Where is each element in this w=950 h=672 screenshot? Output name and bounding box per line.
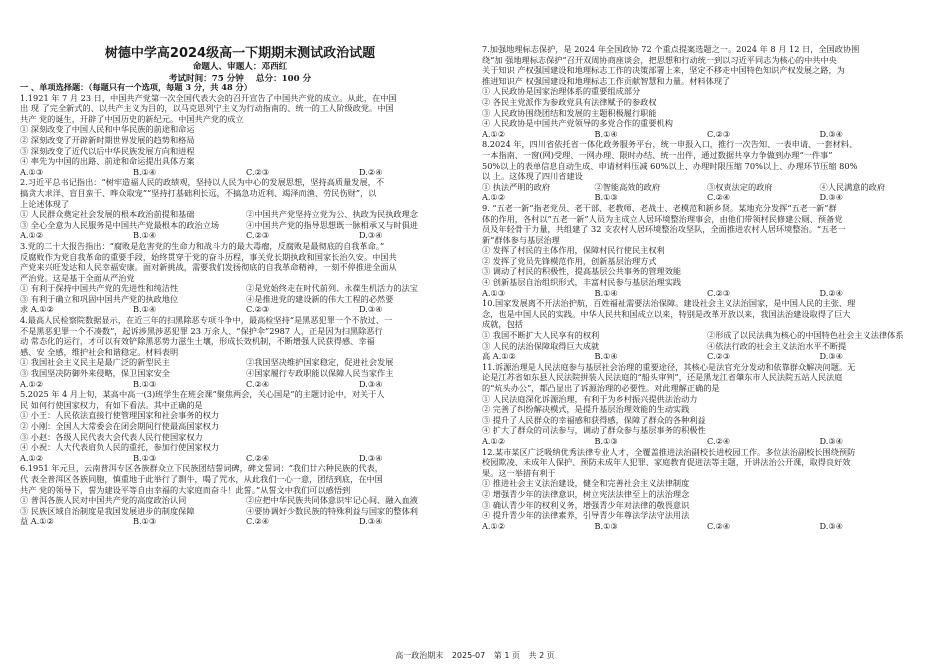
- option-text: ②中国共产党坚持立党为公、执政为民执政理念: [246, 209, 418, 220]
- question-line: 推进知识产 权强国建设和地理标志工作贡献智慧和力量。材料体现了: [482, 75, 731, 86]
- option-text: B.①③: [594, 435, 618, 446]
- question-line: ① 推进社会主义法治建设，健全和完善社会主义法律制度: [482, 478, 690, 489]
- statement-pair: [20, 506, 472, 517]
- option-text: B.①④: [594, 128, 618, 139]
- option-text: B.①④: [133, 166, 157, 177]
- question-line: 11.诉源治理是人民法庭参与基层社会治理的重要途径，其核心是法官充分发动和依靠群众解决问题。无: [482, 361, 856, 372]
- option-text: A.①②: [20, 230, 44, 241]
- question-line: 反腐败作为党自我革命的重要手段，始终贯穿于党的奋斗历程，事关党长期执政和国家长治久安。中国共: [20, 251, 397, 262]
- option-text: C.②④: [707, 192, 731, 203]
- statement-pair: [20, 495, 472, 506]
- statement-pair: [20, 368, 472, 379]
- question-line: 绕“加 强地理标志保护”召开双周协商座谈会，把思想和行动统一到以习近平同志为核心的中共中央: [482, 54, 837, 65]
- section-heading: 一 、单项选择题：（每题只有一个选项，每题 3 分，共 48 分）: [20, 82, 252, 92]
- option-text: ④是推进党的建设新的伟大工程的必然要: [246, 293, 394, 304]
- option-text: ②智能高效的政府: [594, 181, 661, 192]
- question-line: 新”群体参与基层治理: [482, 234, 560, 245]
- question-line: ③ 调动了村民的积极性，提高基层公共事务的管理效能: [482, 266, 682, 277]
- option-text: ④中国共产党的指导思想既一脉相承又与时俱进: [246, 219, 418, 230]
- exam-title: 树德中学高2024级高一下期期末测试政治试题: [104, 46, 376, 61]
- question-line: ③ 小赵：各级人民代表大会代表人民行使国家权力: [20, 431, 203, 442]
- question-line: 搞贪大求洋、盲目蛮干、哗众取宠”“坚持打基础利长远，不搞急功近利、竭泽而渔、劳民伤财”，以: [20, 187, 377, 198]
- option-text: D.③④: [359, 378, 383, 389]
- question-line: ④ 扩大了群众的司法参与，调动了群众参与基层事务的积极性: [482, 425, 706, 436]
- question-line: 严治党。这是基于全面从严治党: [20, 272, 135, 283]
- option-text: ① 我国不断扩大人民享有的权利: [482, 330, 600, 341]
- option-text: B.①④: [133, 304, 157, 315]
- exam-score: 总分：100 分: [255, 74, 312, 84]
- question-line: 3.党的二十大报告指出：“腐败是危害党的生命力和战斗力的最大毒瘤，反腐败是最彻底的自我革命。”: [20, 240, 385, 251]
- answer-options: [482, 351, 932, 362]
- question-line: 4.最高人民检察院数据显示，在近三年的扫黑除恶专项斗争中，最高检坚持“是黑恶犯罪一个不放过、一: [20, 315, 393, 326]
- option-text: ③ 人民的法治保障取得巨大成就: [482, 340, 600, 351]
- answer-options: [20, 516, 472, 527]
- option-text: D.③④: [359, 230, 383, 241]
- question-line: 6.1951 年元旦，云南普洱专区各族群众立下民族团结誓词碑，碑文誓词：“我们廿六种民族的代表，: [20, 463, 383, 474]
- answer-options: [482, 129, 932, 140]
- question-line: 念，也是中国人民的实践。中华人民共和国成立以来，特别是改革开放以来，我国法治建设取得了巨大: [482, 308, 851, 319]
- answer-options: [482, 288, 932, 299]
- footer-page: 第 1 页: [493, 651, 520, 660]
- question-line: 感、安 全感，维护社会和谐稳定。材料表明: [20, 346, 179, 357]
- question-line: 以 上。这体现了四川省建设: [482, 171, 583, 182]
- option-text: ① 人民群众奠定社会发展的根本政治前提和基础: [20, 209, 195, 220]
- option-text: D.②④: [819, 287, 844, 298]
- question-line: ② 增强青少年的法律意识，树立宪法法律至上的法治理念: [482, 488, 690, 499]
- question-line: 员及年轻骨干力量，共组建了 32 支农村人居环境整治攻坚队，全面推进农村人居环境整治。“五老一: [482, 224, 846, 235]
- option-text: 求 A.①②: [20, 304, 54, 315]
- left-column: [20, 82, 472, 527]
- option-text: C.②④: [246, 516, 270, 527]
- question-line: 9. “五老一新”指老党员、老干部、老教师、老战士、老模范和新乡贤。某地充分发挥“五老一新”群: [482, 202, 837, 213]
- answer-options: [482, 182, 932, 193]
- option-text: A.①②: [482, 128, 506, 139]
- exam-time: 考试时间：75 分钟: [168, 74, 244, 84]
- question-line: ③ 人民政协围绕团结和发展的主题积极履行职能: [482, 107, 657, 118]
- question-line: 民 如何行使国家权力，有如下看法。其中正确的是: [20, 399, 203, 410]
- question-line: ② 发挥了党员先锋模范作用，创新基层治理方式: [482, 255, 657, 266]
- option-text: C.②③: [707, 287, 731, 298]
- left-question-list: [20, 93, 472, 527]
- question-line: ② 小刚：全国人大常委会在闭会期间行使最高国家权力: [20, 421, 220, 431]
- question-line: ① 人民政协是国家治理体系的重要组成部分: [482, 86, 641, 97]
- option-text: A.①②: [482, 435, 506, 446]
- statement-pair: [20, 357, 472, 368]
- answer-options: [482, 192, 932, 203]
- question-line: 关于知识 产权强国建设和地理标志工作的决策部署上来，坚定不移走中国特色知识产权发展之路，为: [482, 65, 845, 76]
- question-line: ① 深刻改变了中国人民和中华民族的前途和命运: [20, 124, 195, 135]
- option-text: A.①③: [20, 166, 44, 177]
- question-line: 8.2024 年，四川省依托省一体化政务服务平台，统一申报入口，推行一次告知、一表申请、一套材料、: [482, 139, 858, 150]
- question-line: 上论述体现了: [20, 198, 70, 209]
- statement-pair: [482, 330, 932, 341]
- question-line: 12.某市某区广泛吸纳优秀法律专业人才，全覆盖推进法治副校长进校园工作。多位法治副校长围绕预防: [482, 446, 856, 457]
- exam-authors: 命题人、审题人：邓西红: [192, 62, 288, 72]
- question-line: 产党来兴旺发达和人民幸福安康。面对新挑战，需要我们发扬彻底的自我革命精神，一刻不停推进全面从: [20, 262, 397, 273]
- option-text: ① 我国社会主义民主是最广泛的新型民主: [20, 357, 170, 368]
- option-text: ②是党始终走在时代前列、永葆生机活力的法宝: [246, 283, 418, 294]
- option-text: C.②④: [246, 452, 270, 463]
- question-line: 论是江苏省如东县人民法院拼装人民法庭的“船头审判”，还是黑龙江省肇东市人民法院五站人民法庭: [482, 372, 843, 383]
- answer-options: [482, 521, 932, 532]
- option-text: D.③④: [359, 516, 383, 527]
- option-text: A.①②: [20, 452, 44, 463]
- option-text: ① 执法严明的政府: [482, 181, 551, 192]
- option-text: ③ 民族区域自治制度是我国发展进步的制度保障: [20, 505, 195, 516]
- right-question-list: [482, 44, 932, 531]
- option-text: ④依法行政的社会主义法治水平不断提: [707, 340, 847, 351]
- option-text: D.③④: [819, 435, 844, 446]
- right-column: [482, 44, 932, 531]
- question-line: 出 现 了完全新式的、以共产主义为目的，以马克思列宁主义为行动指南的、统一的工人阶级政党。中国: [20, 103, 394, 114]
- question-line: 校园欺凌、未成年人保护、预防未成年人犯罪、家庭教育促进法等主题，开讲法治公开课，取得良好效: [482, 457, 851, 468]
- option-text: B.①④: [594, 287, 618, 298]
- option-text: A.①③: [482, 287, 506, 298]
- statement-pair: [20, 294, 472, 305]
- option-text: ②形成了以民法典为核心的中国特色社会主义法律体系: [707, 330, 904, 341]
- option-text: D.③④: [819, 192, 844, 203]
- question-line: ③ 深刻改变了近代以后中华民族发展方向和进程: [20, 145, 195, 156]
- option-text: D.③④: [819, 128, 844, 139]
- footer-total: 共 2 页: [528, 651, 555, 660]
- question-line: ② 各民主党派作为参政党具有法律赋予的参政权: [482, 96, 657, 107]
- question-line: 2.习近平总书记指出：“树牢造福人民的政绩观，坚持以人民为中心的发展思想，坚持高质量发展，不: [20, 177, 385, 188]
- answer-options: [20, 304, 472, 315]
- question-line: ④ 率先为中国的出路、前途和命运提出具体方案: [20, 156, 195, 167]
- option-text: C.②④: [707, 435, 731, 446]
- option-text: B.①③: [133, 516, 157, 527]
- question-line: ① 发挥了村民的主体作用，保障村民行使民主权利: [482, 245, 665, 256]
- option-text: ④要协调好少数民族的特殊利益与国家的整体利: [246, 505, 418, 516]
- question-line: 1.1921 年 7 月 23 日，中国共产党第一次全国代表大会的召开宣告了中国共产党的成立。从此，在中国: [20, 92, 397, 103]
- statement-pair: [20, 220, 472, 231]
- question-line: ③ 提升了人民群众的幸福感和获得感，保障了群众的各种利益: [482, 414, 706, 425]
- question-line: ④ 人民政协是中国共产党领导的多党合作的重要机构: [482, 118, 673, 129]
- option-text: C.②③: [707, 351, 731, 362]
- question-line: 的“炕头办公”，都凸显出了诉源治理的必要性。对此理解正确的是: [482, 383, 720, 393]
- option-text: ④人民满意的政府: [819, 181, 886, 192]
- question-line: ④ 提升青少年的法律素养，引导青少年尊法学法守法用法: [482, 510, 690, 521]
- answer-options: [20, 453, 472, 464]
- option-text: ① 普洱各族人民对中国共产党的高度政治认同: [20, 495, 187, 506]
- option-text: C.②④: [246, 378, 270, 389]
- option-text: D.③④: [819, 520, 844, 531]
- option-text: D.③④: [359, 304, 383, 315]
- option-text: C.②③: [246, 304, 270, 315]
- option-text: A.①②: [482, 520, 506, 531]
- option-text: B.①④: [594, 351, 618, 362]
- option-text: D.③④: [819, 351, 844, 362]
- question-line: 果。这一举措有利于: [482, 467, 556, 478]
- question-line: 代 表全普洱区各族同胞，慎重地于此举行了剽牛，喝了咒水，从此我们一心一意，团结到底，在中国: [20, 473, 383, 484]
- statement-pair: [20, 283, 472, 294]
- footer-date: 2025-07: [451, 651, 486, 660]
- option-text: B.①③: [133, 452, 157, 463]
- question-line: 50%以上的表单信息自动生成、申请材料压减 60%以上、办理时限压缩 70%以上、办理环节压缩 80%: [482, 160, 858, 171]
- question-line: 不是黑恶犯罪一个不凑数”，起诉涉黑涉恶犯罪 23 万余人、“保护伞”2987 人，正是因为扫黑除恶行: [20, 325, 383, 336]
- answer-options: [482, 436, 932, 447]
- option-text: A.①②: [482, 192, 506, 203]
- question-line: 一本指南、一窗(网)受理、一网办理、限时办结、统一出件，通过数据共享力争做到办理“一件事”: [482, 149, 833, 160]
- option-text: D.②④: [359, 166, 383, 177]
- footer-subject: 高一政治期末: [395, 651, 444, 660]
- page-footer: [0, 650, 950, 661]
- option-text: D.③④: [359, 452, 383, 463]
- option-text: C.②③: [246, 166, 270, 177]
- option-text: C.②③: [246, 230, 270, 241]
- question-line: ④ 创新基层自治组织形式，丰富村民参与基层治理实践: [482, 277, 682, 288]
- question-line: ① 小王：人民依法直接行使管理国家和社会事务的权力: [20, 410, 220, 421]
- answer-options: [20, 230, 472, 241]
- option-text: A.①②: [20, 378, 44, 389]
- option-text: ②应把中华民族共同体意识牢记心间、融入血液: [246, 495, 418, 506]
- option-text: 益 A.①②: [20, 516, 54, 527]
- option-text: ① 有利于保持中国共产党的先进性和纯洁性: [20, 283, 179, 294]
- question-line: 7.加强地理标志保护，是 2024 年全国政协 72 个重点提案选题之一。2024 年 8 月 12 日，全国政协围: [482, 44, 860, 54]
- question-line: 成就，包括: [482, 319, 523, 330]
- option-text: ③ 有利于确立和巩固中国共产党的执政地位: [20, 293, 179, 304]
- option-text: ②我国坚决维护国家稳定，促进社会发展: [246, 357, 394, 368]
- option-text: ③ 全心全意为人民服务是中国共产党最根本的政治立场: [20, 219, 220, 230]
- option-text: C.②④: [707, 520, 731, 531]
- question-line: 共产 党的诞生，开辟了中国历史的新纪元。中国共产党的成立: [20, 113, 244, 124]
- question-line: ② 完善了纠纷解决模式，是提升基层治理效能的生动实践: [482, 404, 690, 415]
- statement-pair: [482, 341, 932, 352]
- question-line: 5.2025 年 4 月上旬，某高中高一(3)班学生在班会课“聚焦两会，关心国是”的主题讨论中，对关于人: [20, 389, 385, 400]
- question-line: 动 常态化的运行，才可以有效铲除黑恶势力滋生土壤，形成长效机制，不断增强人民获得感、幸福: [20, 336, 375, 347]
- option-text: 高 A.①②: [482, 351, 516, 362]
- answer-options: [20, 167, 472, 178]
- option-text: ③权责法定的政府: [707, 181, 773, 192]
- question-line: ③ 确认青少年的权利义务，增强青少年对法律的敬畏意识: [482, 499, 690, 510]
- question-line: ④ 小祝：人大代表肩负人民的重托，参加行使国家权力: [20, 442, 220, 453]
- option-text: B.①③: [594, 192, 618, 203]
- question-line: 体的作用，各村以“五老一新”人员为主成立人居环境整治理事会，由他们带领村民修建公厕、预备党: [482, 213, 843, 224]
- option-text: B.①④: [133, 230, 157, 241]
- option-text: ④国家履行专政职能以保障人民当家作主: [246, 368, 394, 379]
- option-text: B.①③: [594, 520, 618, 531]
- question-line: ② 深刻改变了开辟新时期世界发展的趋势和格局: [20, 134, 195, 145]
- answer-options: [20, 379, 472, 390]
- option-text: ③ 我国坚决防御外来侵略，保卫国家安全: [20, 368, 170, 379]
- question-line: 共产 党的领导下，誓为建设平等自由幸福的大家庭而奋斗！此誓。”从誓文中我们可以感悟到: [20, 484, 351, 495]
- statement-pair: [20, 209, 472, 220]
- question-line: ① 人民法庭深化诉源治理，有利于为乡村振兴提供法治动力: [482, 393, 698, 404]
- option-text: C.②③: [707, 128, 731, 139]
- question-line: 10.国家发展离不开法治护航，百姓福祉需要法治保障。建设社会主义法治国家，是中国人民的主张、理: [482, 298, 856, 309]
- option-text: B.①③: [133, 378, 157, 389]
